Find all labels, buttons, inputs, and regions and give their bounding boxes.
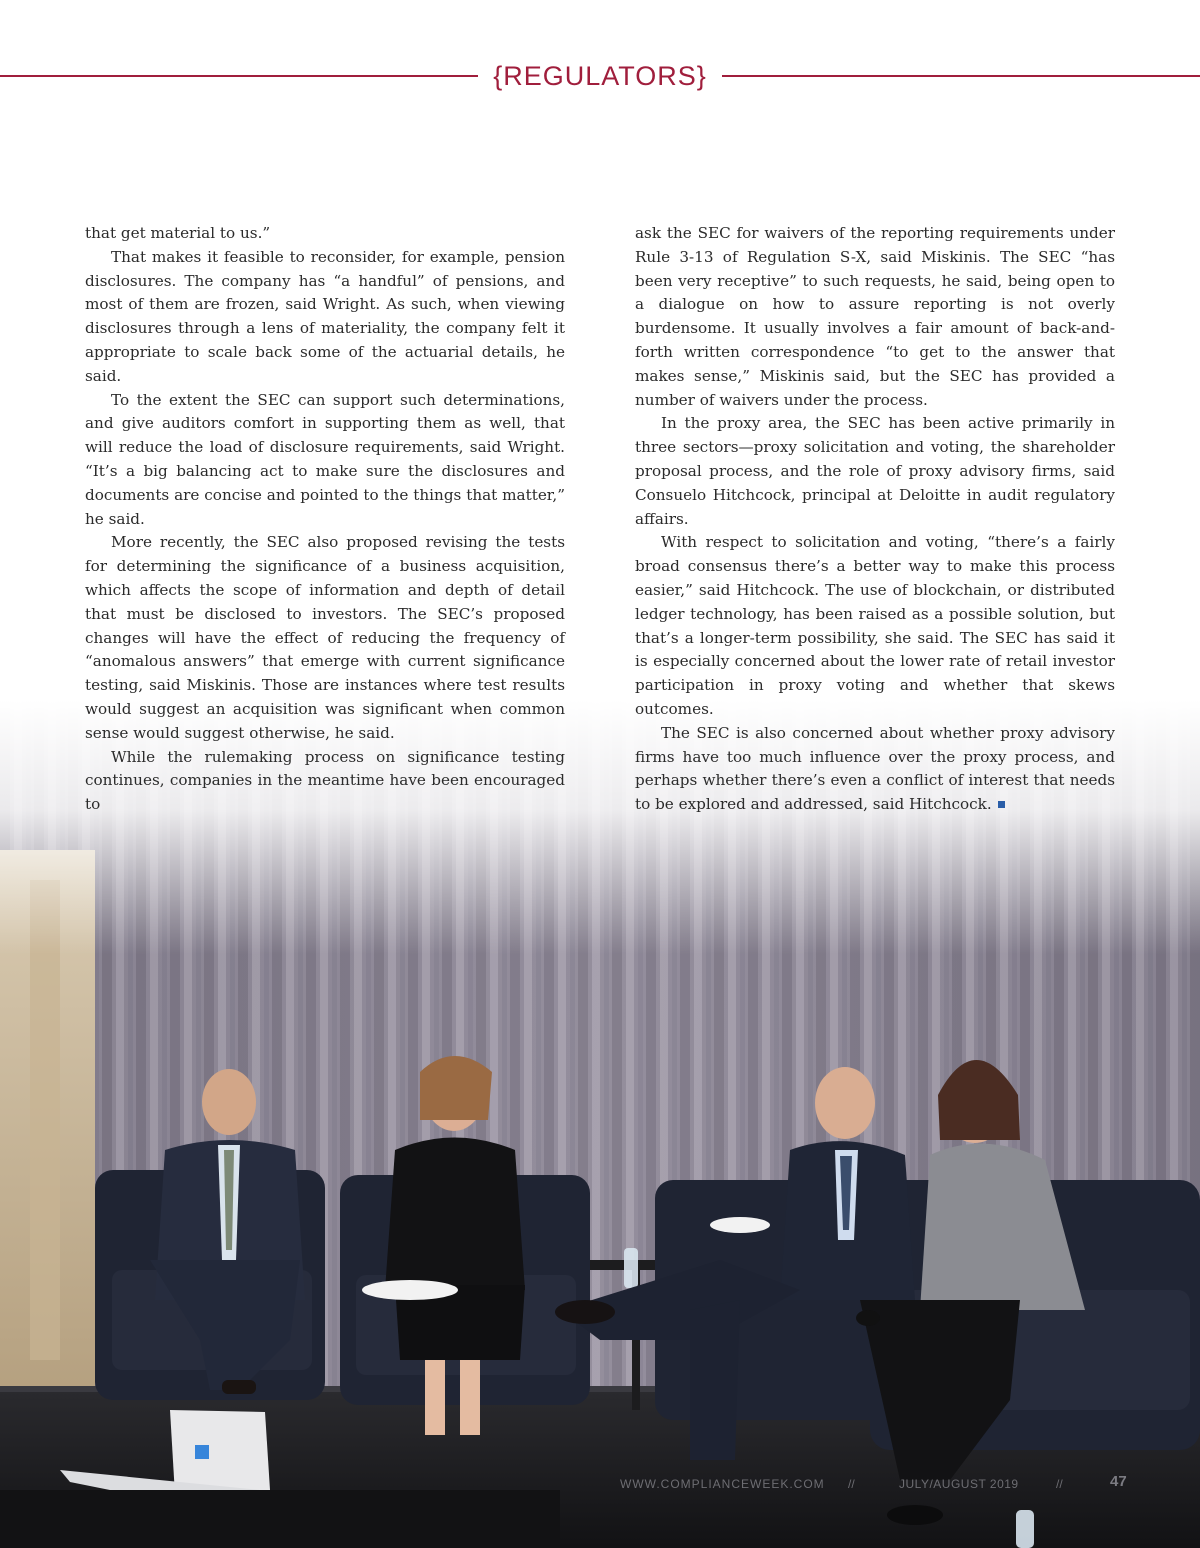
panel-photo (0, 700, 1200, 1548)
paragraph: ask the SEC for waivers of the reporting requirements under Rule 3-13 of Regulation S-X, said Miskinis. The SEC “has been very receptive” to such requests, he said, being open to a dialogue on how to assure reporting is not overly burdensome. It usually involves a fair amount of back-and-forth written correspondence “to get to the answer that makes sense,” Miskinis said, but the SEC has provided a number of waivers under the process. (635, 224, 1115, 409)
header-rule-right (722, 75, 1200, 77)
footer-separator: // (848, 1477, 855, 1491)
footer-issue-date: JULY/AUGUST 2019 (899, 1477, 1019, 1491)
paragraph: In the proxy area, the SEC has been active primarily in three sectors—proxy solicitation and voting, the shareholder proposal process, and the role of proxy advisory firms, said Consuelo Hitchcock, principal at Deloitte in audit regulatory affairs. (635, 414, 1115, 528)
page-number: 47 (1110, 1473, 1127, 1490)
paragraph: That makes it feasible to reconsider, for example, pension disclosures. The company has “a handful” of pensions, and most of them are frozen, said Wright. As such, when viewing disclosures through a lens of materiality, the company felt it appropriate to scale back some of the actuarial details, he said. (85, 247, 565, 385)
section-title: {REGULATORS} (493, 61, 707, 91)
section-header (0, 58, 1200, 98)
article-column-left (85, 222, 565, 817)
paragraph-last (635, 722, 1115, 817)
paragraph: that get material to us.” (85, 224, 271, 242)
end-of-article-mark (998, 801, 1005, 808)
paragraph: While the rulemaking process on significance testing continues, companies in the meantime have been encouraged to (85, 747, 565, 814)
article-column-right (635, 222, 1115, 817)
paragraph: With respect to solicitation and voting, “there’s a fairly broad consensus there’s a better way to make this process easier,” said Hitchcock. The use of blockchain, or distributed ledger technology, has been raised as a possible solution, but that’s a longer-term possibility, she said. The SEC has said it is especially concerned about the lower rate of retail investor participation in proxy voting and whether that skews outcomes. (635, 533, 1115, 718)
paragraph-last-text: The SEC is also concerned about whether proxy advisory firms have too much influence over the proxy process, and perhaps whether there’s even a conflict of interest that needs to be explored and addressed, said Hitchcock. (635, 723, 1115, 814)
paragraph: More recently, the SEC also proposed revising the tests for determining the significance of a business acquisition, which affects the scope of information and depth of detail that must be disclosed to investors. The SEC’s proposed changes will have the effect of reducing the frequency of “anomalous answers” that emerge with current significance testing, said Miskinis. Those are instances where test results would suggest an acquisition was significant when common sense would suggest otherwise, he said. (85, 533, 565, 742)
paragraph: To the extent the SEC can support such determinations, and give auditors comfort in supporting them as well, that will reduce the load of disclosure requirements, said Wright. “It’s a big balancing act to make sure the disclosures and documents are concise and pointed to the things that matter,” he said. (85, 390, 565, 528)
header-rule-left (0, 75, 478, 77)
footer-website: WWW.COMPLIANCEWEEK.COM (620, 1477, 825, 1491)
page-footer (620, 1472, 1140, 1496)
footer-separator: // (1056, 1477, 1063, 1491)
